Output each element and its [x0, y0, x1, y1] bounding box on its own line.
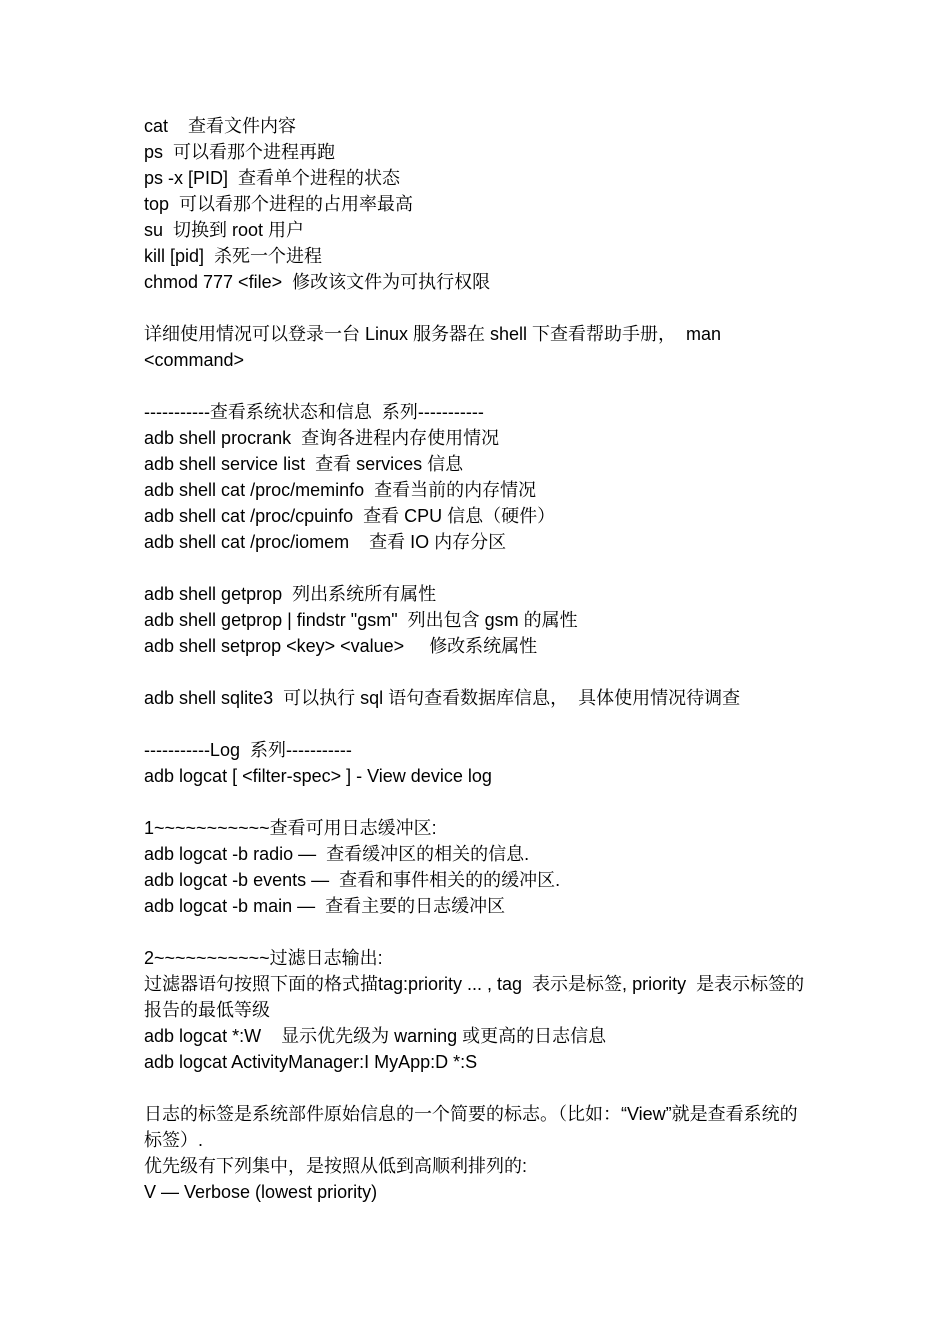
text-line: adb shell setprop <key> <value> 修改系统属性: [144, 636, 538, 656]
text-line: adb shell getprop | findstr "gsm" 列出包含 gsm 的属性: [144, 610, 578, 630]
log-filter-section: [144, 945, 814, 1075]
text-line: 优先级有下列集中，是按照从低到高顺利排列的:: [144, 1156, 527, 1176]
section-heading: -----------查看系统状态和信息 系列-----------: [144, 402, 484, 422]
man-note: [144, 321, 814, 373]
priority-section: [144, 1101, 814, 1205]
text-line: adb logcat *:W 显示优先级为 warning 或更高的日志信息: [144, 1026, 607, 1046]
paragraph-gap: [144, 373, 814, 399]
text-line: su 切换到 root 用户: [144, 220, 305, 240]
text-line: cat 查看文件内容: [144, 116, 297, 136]
paragraph-gap: [144, 789, 814, 815]
text-line: adb shell getprop 列出系统所有属性: [144, 584, 437, 604]
getprop-section: [144, 581, 814, 659]
text-line: adb shell cat /proc/iomem 查看 IO 内存分区: [144, 532, 507, 552]
text-line: adb shell service list 查看 services 信息: [144, 454, 464, 474]
text-line: adb logcat ActivityManager:I MyApp:D *:S: [144, 1052, 478, 1072]
subsection-heading: 2~~~~~~~~~~~过滤日志输出:: [144, 948, 383, 968]
text-line: adb logcat -b events — 查看和事件相关的的缓冲区.: [144, 870, 561, 890]
text-line: adb logcat -b main — 查看主要的日志缓冲区: [144, 896, 506, 916]
text-line: adb shell cat /proc/cpuinfo 查看 CPU 信息（硬件）: [144, 506, 556, 526]
paragraph-gap: [144, 555, 814, 581]
text-line: adb shell cat /proc/meminfo 查看当前的内存情况: [144, 480, 537, 500]
text-line: ps -x [PID] 查看单个进程的状态: [144, 168, 401, 188]
text-line: ps 可以看那个进程再跑: [144, 142, 336, 162]
log-buffers-section: [144, 815, 814, 919]
paragraph-gap: [144, 295, 814, 321]
paragraph-gap: [144, 919, 814, 945]
paragraph-gap: [144, 659, 814, 685]
section-heading: -----------Log 系列-----------: [144, 740, 352, 760]
text-line: kill [pid] 杀死一个进程: [144, 246, 323, 266]
document-body: [144, 113, 814, 1205]
text-paragraph: 详细使用情况可以登录一台 Linux 服务器在 shell 下查看帮助手册， man <command>: [144, 324, 727, 370]
text-line: V — Verbose (lowest priority): [144, 1182, 378, 1202]
text-line: adb logcat [ <filter-spec> ] - View device log: [144, 766, 492, 786]
subsection-heading: 1~~~~~~~~~~~查看可用日志缓冲区:: [144, 818, 437, 838]
log-section: [144, 737, 814, 789]
text-paragraph: 日志的标签是系统部件原始信息的一个简要的标志。（比如：“View”就是查看系统的标签）.: [144, 1104, 798, 1150]
sqlite-note: [144, 685, 814, 711]
text-line: adb shell procrank 查询各进程内存使用情况: [144, 428, 500, 448]
command-list-basic: [144, 113, 814, 295]
text-line: top 可以看那个进程的占用率最高: [144, 194, 414, 214]
text-line: adb logcat -b radio — 查看缓冲区的相关的信息.: [144, 844, 530, 864]
text-line: adb shell sqlite3 可以执行 sql 语句查看数据库信息， 具体使用情况待调查: [144, 688, 741, 708]
text-line: chmod 777 <file> 修改该文件为可执行权限: [144, 272, 491, 292]
text-paragraph: 过滤器语句按照下面的格式描tag:priority ... , tag 表示是标签, priority 是表示标签的报告的最低等级: [144, 974, 805, 1020]
paragraph-gap: [144, 711, 814, 737]
paragraph-gap: [144, 1075, 814, 1101]
system-status-section: [144, 399, 814, 555]
